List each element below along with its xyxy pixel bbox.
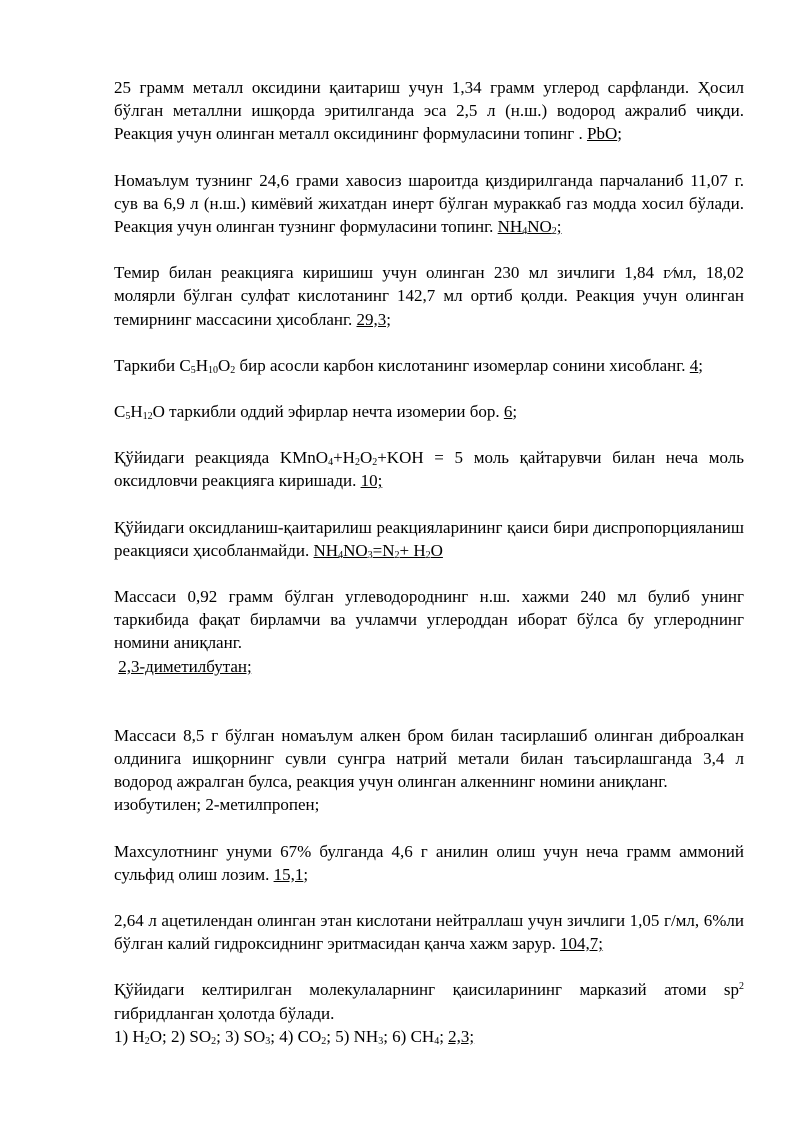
problem-3: [114, 261, 744, 331]
answer: PbO: [586, 124, 618, 144]
options-list: 1) $H_2O$; 2) $SO_2$; 3) $SO_3$; 4) $CO_2$; 5) $NH_3$; 6) $CH_4$;: [114, 1026, 449, 1047]
problem-4: [114, 354, 744, 377]
answer-suffix: ;: [512, 402, 518, 422]
answer: 104,7;: [560, 934, 604, 954]
problem-text: Номаълум тузнинг 24,6 грами хавосиз шароитда қиздирилганда парчаланиб 11,07 г. сув ва 6,9 л (н.ш.) кимёвий жихатдан инерт бўлган мураккаб газ модда хосил бўлади. Реакция учун олинган тузнинг формуласини топинг.: [114, 170, 744, 237]
answer: 2,3-диметилбутан;: [118, 656, 252, 676]
problem-text: Қўйидаги келтирилган молекулаларнинг қаисиларининг марказий атоми $sp^2$ гибридланган ҳолотда бўлади.: [114, 980, 744, 1023]
problem-text: Массаси 8,5 г бўлган номаълум алкен бром билан тасирлашиб олинган диброалкан олдинига ишқорнинг сувли сунгра натрий метали билан таъсирлашганда 3,4 л водород ажралган булса, реакция учун олинган алкеннинг номини аниқланг.: [114, 725, 744, 792]
problem-text: Таркиби $C_5H_{10}O_2$ бир асосли карбон кислотанинг изомерлар сонини хисобланг.: [114, 355, 690, 376]
problem-text: Темир билан реакцияга киришиш учун олинган 230 мл зичлиги 1,84 г⁄мл, 18,02 молярли бўлган сулфат кислотанинг 142,7 мл ортиб қолди. Реакция учун олинган темирнинг массасини ҳисобланг.: [114, 263, 744, 329]
problem-text: Қўйидаги реакцияда $KMnO_4+H_2O_2+KOH = 5$ моль қайтарувчи билан неча моль оксидловчи реакцияга киришади.: [114, 448, 744, 491]
answer-equation: $NH_4NO_3=N_2+ H_2O$: [313, 540, 443, 561]
answer-suffix: ;: [698, 355, 704, 375]
answer: 15,1: [273, 864, 304, 884]
answer-suffix: ;: [617, 124, 622, 144]
problem-10: [114, 840, 744, 886]
problem-text: 2,64 л ацетилендан олинган этан кислотани нейтраллаш учун зичлиги 1,05 г/мл, 6%ли бўлган калий гидроксиднинг эритмасидан қанча хажм зарур.: [114, 911, 744, 954]
problem-text: $C_5H_{12}O$ таркибли оддий эфирлар нечта изомерии бор.: [114, 402, 504, 423]
problem-text: 25 грамм металл оксидини қаитариш учун 1,34 грамм углерод сарфланди. Ҳосил бўлган металлни ишқорда эритилганда эса 2,5 л (н.ш.) водород ажралиб чиқди. Реакция учун олинган металл оксидининг формуласини топинг .: [114, 78, 744, 144]
problem-6: [114, 446, 744, 492]
problem-11: [114, 909, 744, 955]
problem-5: [114, 400, 744, 423]
answer: 4: [689, 355, 699, 375]
problem-12: [114, 978, 744, 1048]
problem-8: [114, 585, 744, 678]
answer: 2,3;: [448, 1026, 475, 1046]
document-page: [114, 76, 744, 1071]
problem-2: [114, 169, 744, 239]
problem-text: Махсулотнинг унуми 67% булганда 4,6 г анилин олиш учун неча грамм аммоний сульфид олиш лозим.: [114, 841, 744, 884]
answer: изобутилен; 2-метилпропен;: [114, 795, 320, 815]
problem-text: Массаси 0,92 грамм бўлган углеводороднинг н.ш. хажми 240 мл булиб унинг таркибида фақат бирламчи ва учламчи углероддан иборат бўлса бу углероднинг номини аниқланг.: [114, 587, 744, 653]
problem-1: [114, 76, 744, 146]
problem-7: [114, 516, 744, 562]
answer-formula: $NH_4NO_2$;: [497, 217, 562, 238]
answer-suffix: ;: [303, 864, 309, 884]
problem-text: Қўйидаги оксидланиш-қаитарилиш реакцияларининг қаиси бири диспропорцияланиш реакцияси ҳисобланмайди.: [114, 517, 744, 560]
answer: 10;: [360, 471, 383, 491]
problem-9: [114, 724, 744, 817]
answer: 29,3;: [356, 309, 391, 329]
answer: 6: [503, 402, 513, 422]
